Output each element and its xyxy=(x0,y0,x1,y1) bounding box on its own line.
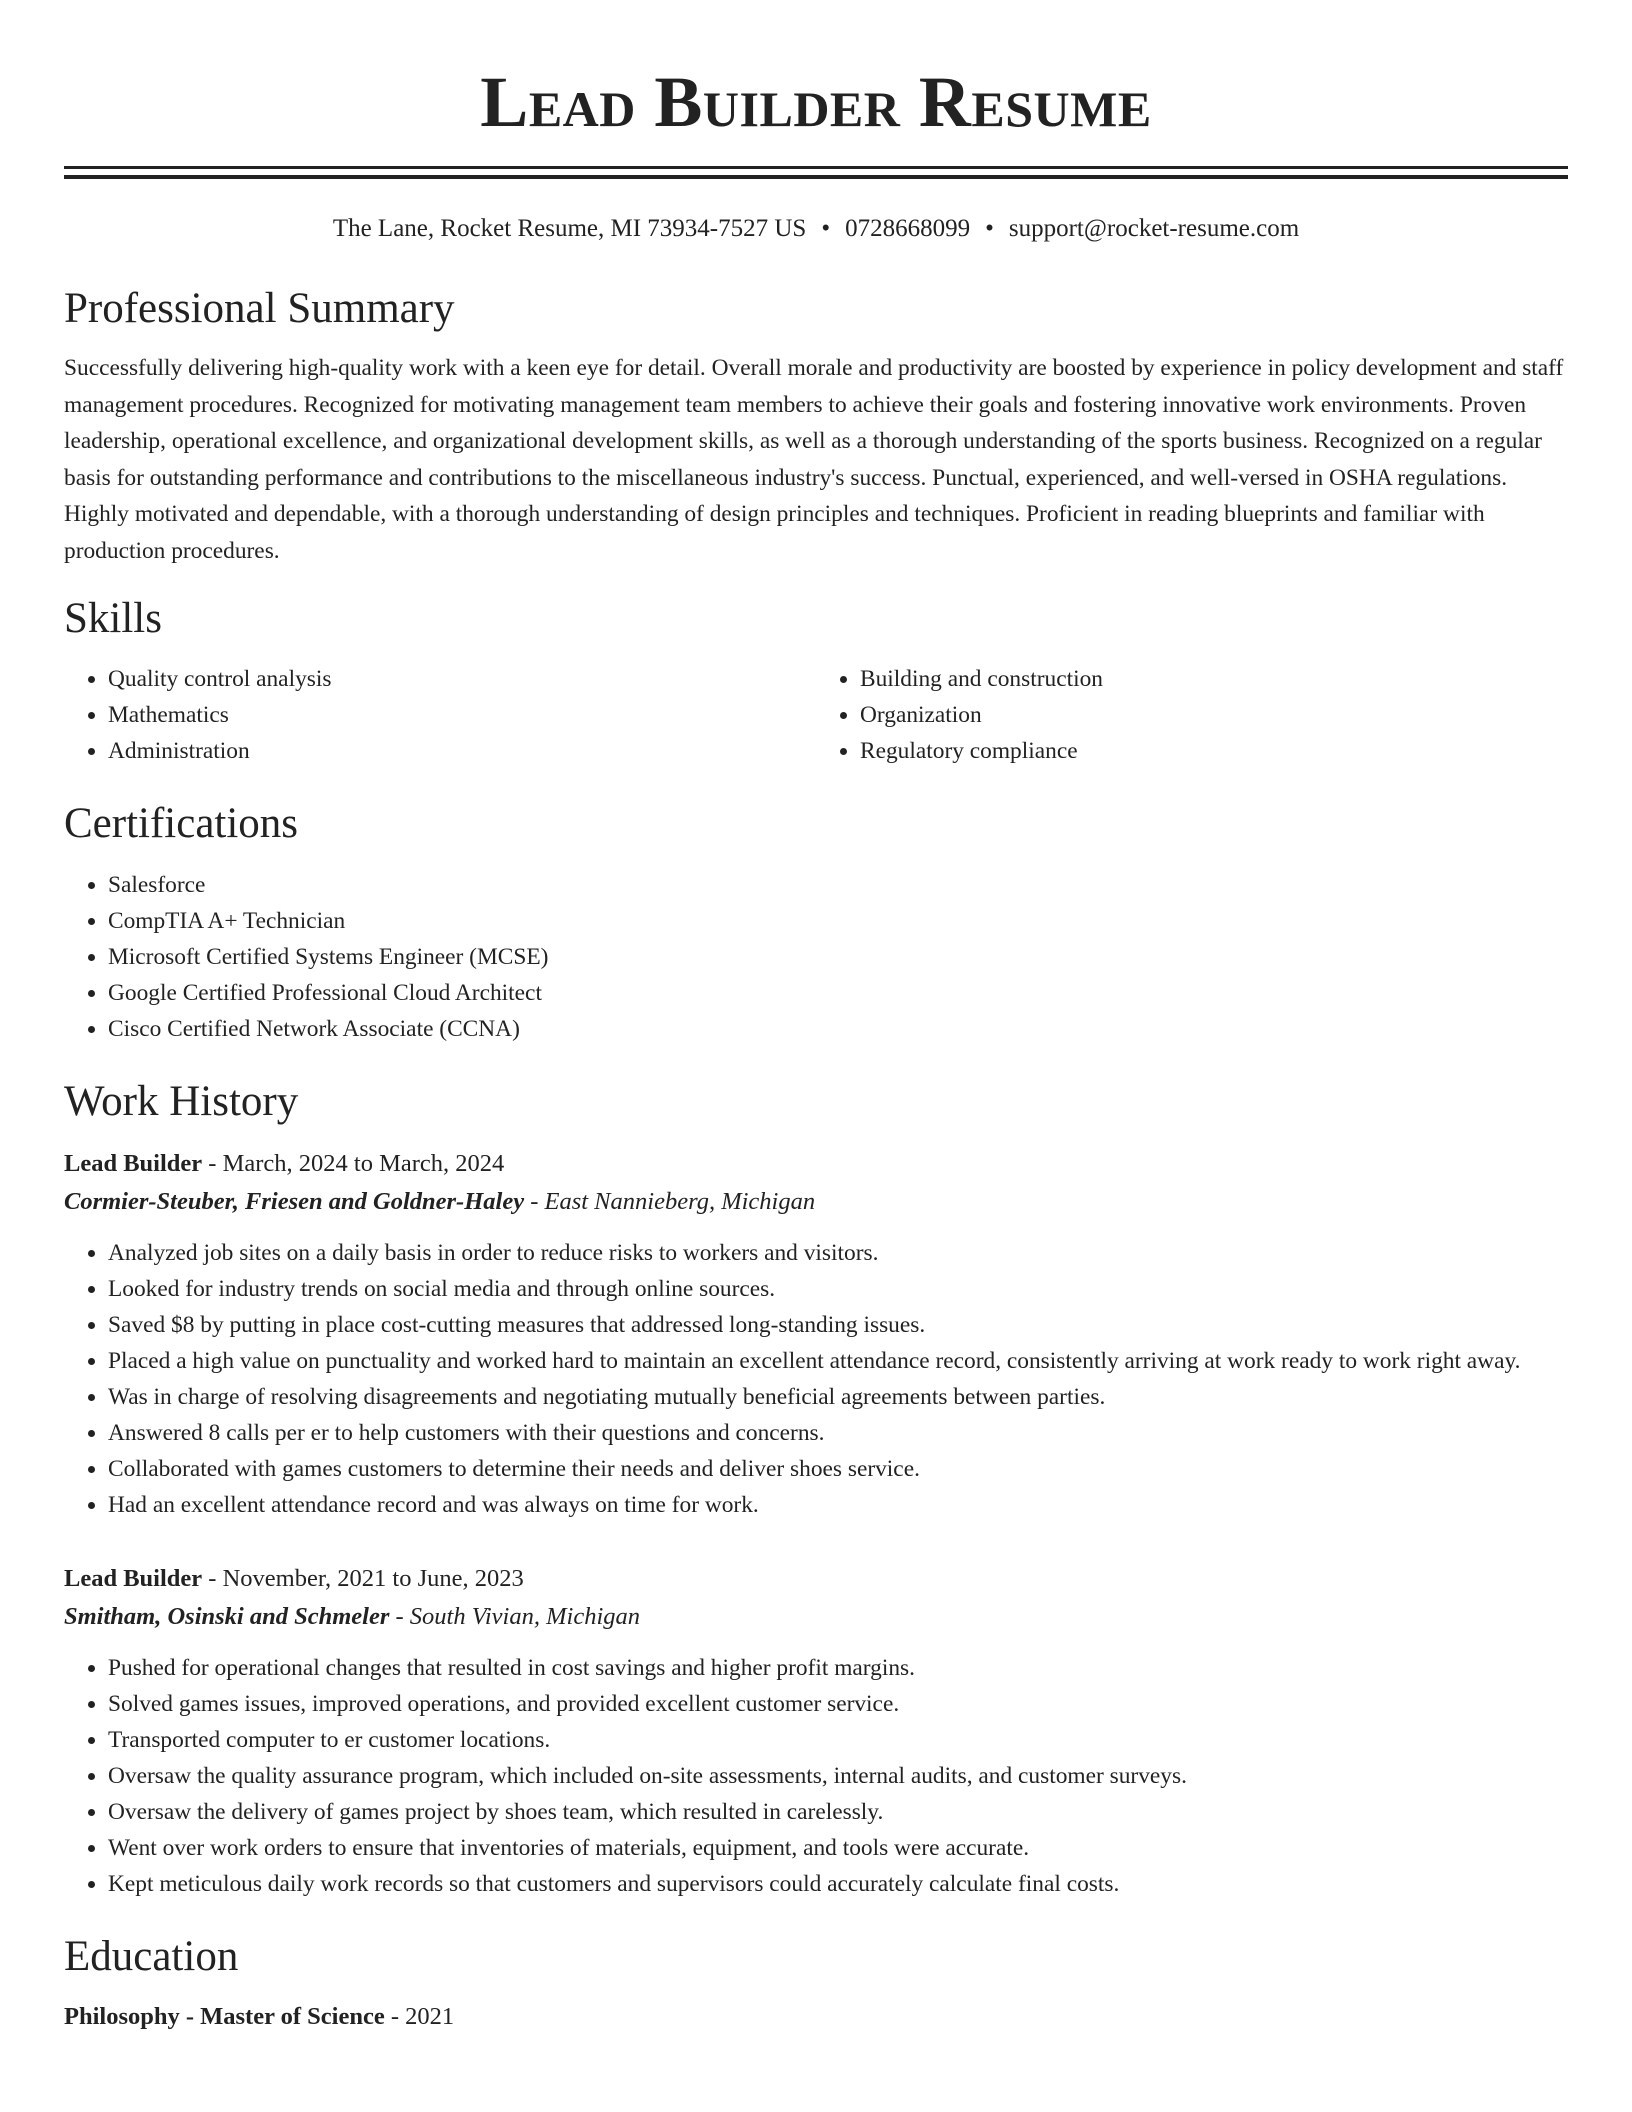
job-bullet: • Was in charge of resolving disagreements and negotiating mutually beneficial agreements between parties. xyxy=(108,1379,1568,1415)
job-bullet: • Collaborated with games customers to determine their needs and deliver shoes service. xyxy=(108,1451,1568,1487)
job-company-line xyxy=(64,1183,1568,1221)
job-bullet: • Went over work orders to ensure that inventories of materials, equipment, and tools were accurate. xyxy=(108,1830,1568,1866)
job-bullet: • Analyzed job sites on a daily basis in order to reduce risks to workers and visitors. xyxy=(108,1235,1568,1271)
skill-item: • Building and construction xyxy=(860,661,1568,697)
skills-list-right xyxy=(816,661,1568,769)
certifications-list xyxy=(64,867,1568,1047)
job-title-line xyxy=(64,1145,1568,1183)
certification-item: • Microsoft Certified Systems Engineer (MCSE) xyxy=(108,939,1568,975)
job-bullet: • Placed a high value on punctuality and worked hard to maintain an excellent attendance record, consistently arriving at work ready to work right away. xyxy=(108,1343,1568,1379)
job-dates: - March, 2024 to March, 2024 xyxy=(202,1150,505,1177)
certifications-heading: Certifications xyxy=(64,800,299,847)
job-bullet-list xyxy=(64,1650,1568,1902)
job-bullet: • Saved $8 by putting in place cost-cutting measures that addressed long-standing issues. xyxy=(108,1307,1568,1343)
contact-line xyxy=(64,213,1568,245)
certification-item: • Google Certified Professional Cloud Architect xyxy=(108,975,1568,1011)
resume-page xyxy=(64,0,1568,2036)
job-bullet: • Oversaw the delivery of games project by shoes team, which resulted in carelessly. xyxy=(108,1794,1568,1830)
title-divider-top xyxy=(64,166,1568,169)
job-title-line xyxy=(64,1560,1568,1598)
education-degree: Philosophy - Master of Science xyxy=(64,2003,385,2030)
job-location: - South Vivian, Michigan xyxy=(389,1603,641,1630)
job-dates: - November, 2021 to June, 2023 xyxy=(202,1565,524,1592)
job-bullet: • Had an excellent attendance record and was always on time for work. xyxy=(108,1487,1568,1523)
education-year: - 2021 xyxy=(384,2003,455,2030)
job-bullet-list xyxy=(64,1235,1568,1523)
job-company-line xyxy=(64,1598,1568,1636)
job-bullet: • Kept meticulous daily work records so that customers and supervisors could accurately calculate final costs. xyxy=(108,1866,1568,1902)
work-history-heading: Work History xyxy=(64,1078,299,1125)
certification-item: • Salesforce xyxy=(108,867,1568,903)
job-entry xyxy=(64,1560,1568,1902)
education-heading: Education xyxy=(64,1933,239,1980)
skill-item: • Quality control analysis xyxy=(108,661,816,697)
job-company: Smitham, Osinski and Schmeler xyxy=(64,1603,390,1630)
certification-item: • CompTIA A+ Technician xyxy=(108,903,1568,939)
skills-heading: Skills xyxy=(64,595,162,642)
skill-item: • Organization xyxy=(860,697,1568,733)
page-title: Lead Builder Resume xyxy=(480,62,1152,142)
contact-separator: • xyxy=(821,215,831,242)
summary-text: Successfully delivering high-quality work with a keen eye for detail. Overall morale and productivity are boosted by experience in policy development and staff management procedures. Recognized for motivating management team members to achieve their goals and fostering innovative work environments. Proven leadership, operational excellence, and organizational development skills, as well as a thorough understanding of the sports business. Recognized on a regular basis for outstanding performance and contributions to the miscellaneous industry's success. Punctual, experienced, and well-versed in OSHA regulations. Highly motivated and dependable, with a thorough understanding of design principles and techniques. Proficient in reading blueprints and familiar with production procedures. xyxy=(64,355,1564,564)
contact-phone: 0728668099 xyxy=(845,215,971,242)
job-bullet: • Transported computer to er customer locations. xyxy=(108,1722,1568,1758)
skills-columns xyxy=(64,661,1568,769)
contact-address: The Lane, Rocket Resume, MI 73934-7527 US xyxy=(332,215,807,242)
job-entry xyxy=(64,1145,1568,1523)
certification-item: • Cisco Certified Network Associate (CCNA) xyxy=(108,1011,1568,1047)
contact-email: support@rocket-resume.com xyxy=(1008,215,1300,242)
job-title: Lead Builder xyxy=(64,1565,203,1592)
job-bullet: • Solved games issues, improved operations, and provided excellent customer service. xyxy=(108,1686,1568,1722)
skill-item: • Mathematics xyxy=(108,697,816,733)
contact-separator: • xyxy=(985,215,994,242)
summary-heading: Professional Summary xyxy=(64,285,455,332)
job-title: Lead Builder xyxy=(64,1150,203,1177)
job-bullet: • Answered 8 calls per er to help customers with their questions and concerns. xyxy=(108,1415,1568,1451)
job-company: Cormier-Steuber, Friesen and Goldner-Haley xyxy=(64,1188,525,1215)
job-bullet: • Looked for industry trends on social media and through online sources. xyxy=(108,1271,1568,1307)
title-divider-bottom xyxy=(64,175,1568,179)
skills-list-left xyxy=(64,661,816,769)
job-location: - East Nannieberg, Michigan xyxy=(524,1188,816,1215)
education-entry xyxy=(64,1998,1568,2036)
skill-item: • Regulatory compliance xyxy=(860,733,1568,769)
job-bullet: • Pushed for operational changes that resulted in cost savings and higher profit margins. xyxy=(108,1650,1568,1686)
skill-item: • Administration xyxy=(108,733,816,769)
job-bullet: • Oversaw the quality assurance program, which included on-site assessments, internal audits, and customer surveys. xyxy=(108,1758,1568,1794)
